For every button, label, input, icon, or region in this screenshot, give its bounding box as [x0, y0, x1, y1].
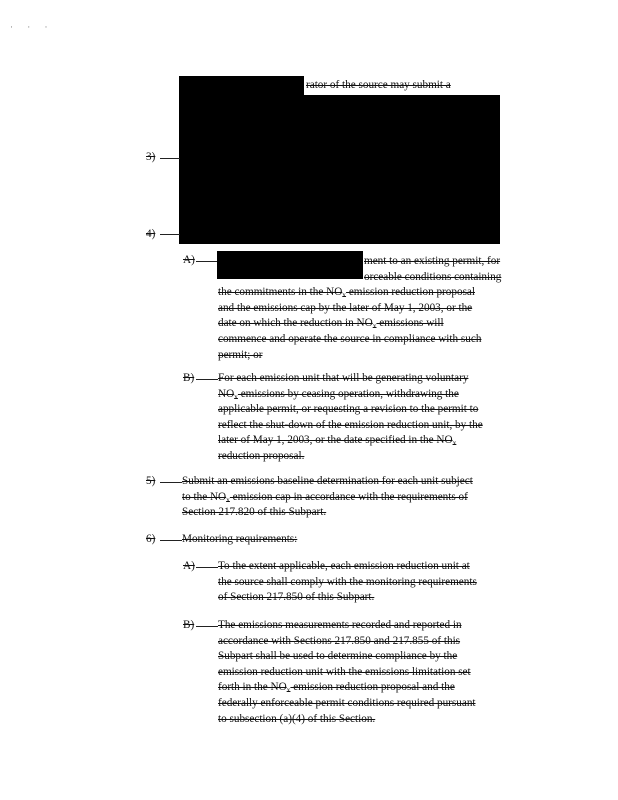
- item-5-leader: [160, 482, 182, 483]
- item-6b-leader: [196, 626, 218, 627]
- item-5-number: 5): [146, 475, 156, 487]
- item-3-number: 3): [146, 151, 156, 163]
- item-6-heading: Monitoring requirements:: [182, 533, 298, 545]
- item-4-leader: [160, 234, 180, 235]
- redaction-block-main: [179, 95, 500, 244]
- item-6a-label: A): [183, 560, 195, 572]
- item-4a-text: ment to an existing permit, for orceable conditions containing the commitments in the $NO_x$ emission reduction proposal and the emissions cap by the later of May 1, 2003, or the date on which the reduction in $NO_x$ emissions will commence and operate the source in compliance with such permit; or: [218, 255, 502, 361]
- scan-specks: · · ·: [10, 22, 54, 32]
- top-line-fragment: rator of the source may submit a: [306, 79, 451, 91]
- item-6b-label: B): [183, 619, 195, 631]
- item-6-number: 6): [146, 533, 156, 545]
- redaction-block-top: [179, 76, 304, 96]
- item-6a-leader: [196, 567, 218, 568]
- item-4b-text: For each emission unit that will be generating voluntary $NO_x$ emissions by ceasing operation, withdrawing the applicable permit, or requesting a revision to the permit to reflect the shut-down of the emission reduction unit, by the later of May 1, 2003, or the date specified in the $NO_x$ reduction proposal.: [218, 372, 483, 462]
- item-6-leader: [160, 540, 182, 541]
- item-4b-label: B): [183, 372, 195, 384]
- item-4a-leader: [196, 261, 218, 262]
- item-6a-text: To the extent applicable, each emission reduction unit at the source shall comply with the monitoring requirements of Section 217.850 of this Subpart.: [218, 560, 477, 604]
- item-4b-leader: [196, 379, 218, 380]
- item-5-text: Submit an emissions baseline determination for each unit subject to the $NO_x$ emission cap in accordance with the requirements of Section 217.820 of this Subpart.: [182, 475, 473, 519]
- item-6b-text: The emissions measurements recorded and reported in accordance with Sections 217.850 and 217.855 of this Subpart shall be used to determine compliance by the emission reduction unit with the emissions limitation set forth in the $NO_x$ emission reduction proposal and the federally enforceable permit conditions required pursuant to subsection (a)(4) of this Section.: [218, 619, 476, 725]
- item-4a-label: A): [183, 254, 195, 266]
- item-4-number: 4): [146, 228, 156, 240]
- item-3-leader: [160, 158, 180, 159]
